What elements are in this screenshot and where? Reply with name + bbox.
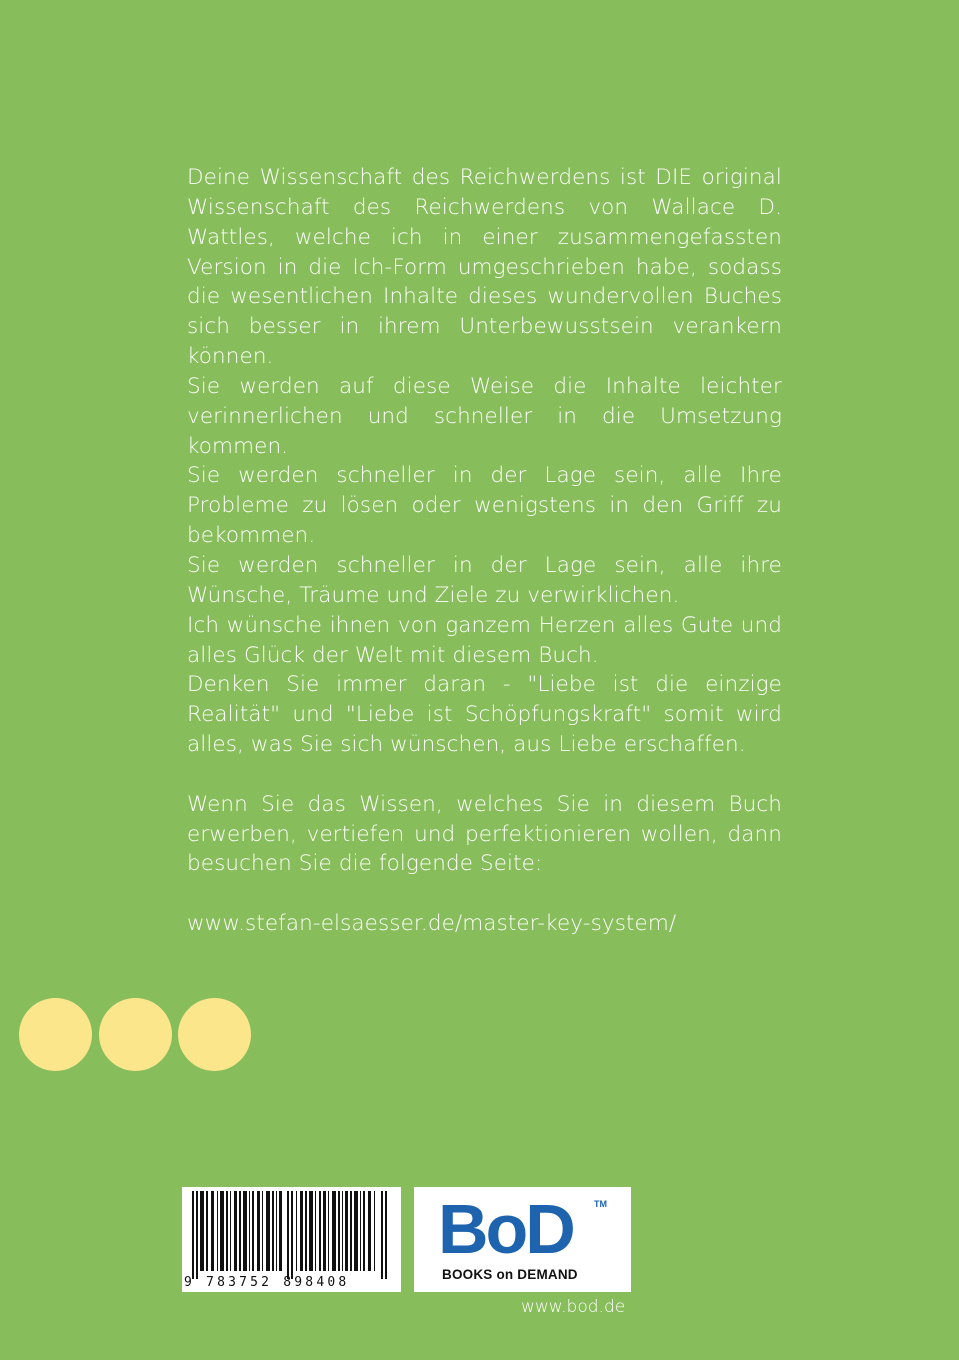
blurb-paragraph: Wenn Sie das Wissen, welches Sie in diesem Buch erwerben, vertiefen und perfektionieren wollen, dann besuchen Sie die folgende Seite: bbox=[187, 791, 782, 877]
blurb-paragraph: Sie werden schneller in der Lage sein, alle Ihre Probleme zu lösen oder wenigstens in den Griff zu bekommen. bbox=[187, 463, 782, 549]
decorative-dot bbox=[178, 998, 251, 1071]
back-cover-blurb bbox=[187, 163, 782, 939]
publisher-tagline: BOOKS on DEMAND bbox=[442, 1267, 578, 1282]
isbn-digits: 9 783752 898408 bbox=[184, 1275, 350, 1290]
decorative-dot bbox=[19, 998, 92, 1071]
author-website-link[interactable]: www.stefan-elsaesser.de/master-key-system/ bbox=[187, 911, 677, 937]
decorative-dot bbox=[99, 998, 172, 1071]
blurb-paragraph: Sie werden schneller in der Lage sein, alle ihre Wünsche, Träume und Ziele zu verwirklichen. bbox=[187, 552, 782, 608]
trademark-symbol: TM bbox=[594, 1199, 607, 1209]
blurb-paragraph: Ich wünsche ihnen von ganzem Herzen alles Gute und alles Glück der Welt mit diesem Buch. bbox=[187, 612, 782, 668]
publisher-website[interactable]: www.bod.de bbox=[521, 1297, 626, 1317]
blurb-paragraph: Denken Sie immer daran - "Liebe ist die einzige Realität" und "Liebe ist Schöpfungskraft" somit wird alles, was Sie sich wünschen, aus Liebe erschaffen. bbox=[187, 672, 782, 758]
isbn-barcode bbox=[182, 1187, 401, 1292]
bod-wordmark: BoD bbox=[438, 1190, 573, 1268]
blurb-paragraph: Sie werden auf diese Weise die Inhalte leichter verinnerlichen und schneller in die Umsetzung kommen. bbox=[187, 373, 782, 459]
publisher-logo bbox=[414, 1187, 631, 1292]
blurb-paragraph: Deine Wissenschaft des Reichwerdens ist DIE original Wissenschaft des Reichwerdens von Wallace D. Wattles, welche ich in einer zusammengefassten Version in die Ich-Form umgeschrieben habe, sodass die wesentlichen Inhalte dieses wundervollen Buches sich besser in ihrem Unterbewusstsein verankern können. bbox=[187, 165, 782, 370]
